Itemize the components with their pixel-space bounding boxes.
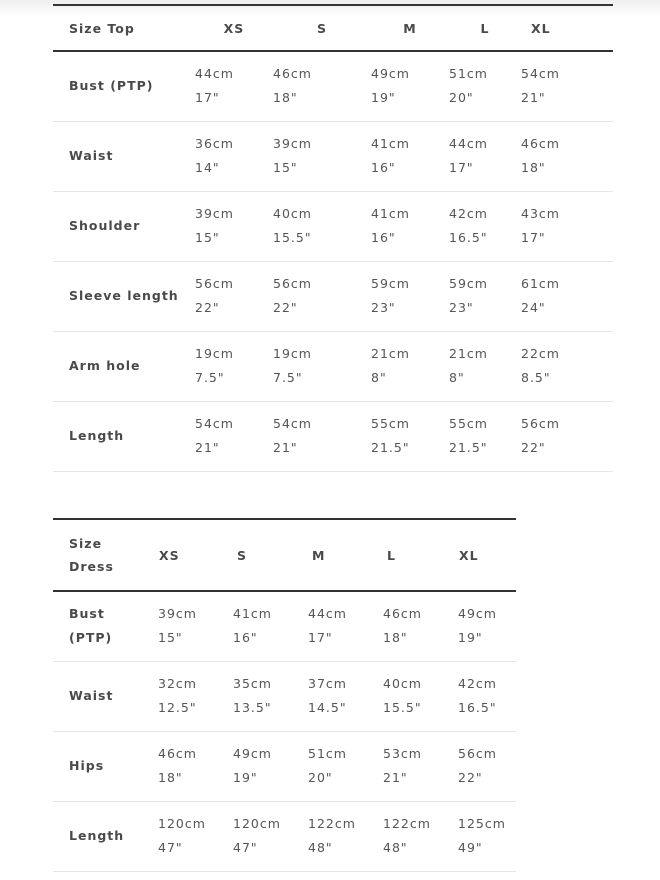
measurement-cell: 55cm 21.5" <box>449 416 488 455</box>
measurement-cell: 42cm 16.5" <box>449 206 488 245</box>
measurement-cell: 56cm 22" <box>273 276 312 315</box>
measurement-cell: 46cm 18" <box>521 136 560 175</box>
measurement-cell: 35cm 13.5" <box>233 676 272 715</box>
table-row <box>53 261 613 331</box>
size-column-header: L <box>387 547 396 563</box>
size-column-header: XS <box>159 547 180 563</box>
measurement-cell: 61cm 24" <box>521 276 560 315</box>
measurement-cell: 41cm 16" <box>371 136 410 175</box>
table-row <box>53 661 516 731</box>
measurement-label: Bust (PTP) <box>69 78 154 94</box>
measurement-cell: 56cm 22" <box>521 416 560 455</box>
size-column-header: M <box>312 547 326 563</box>
measurement-label: Length <box>69 828 125 843</box>
measurement-cell: 125cm 49" <box>458 816 506 855</box>
measurement-label: Arm hole <box>69 358 141 373</box>
table-row <box>53 731 516 801</box>
measurement-cell: 19cm 7.5" <box>273 346 312 385</box>
table-row <box>53 51 613 121</box>
size-column-header: M <box>403 20 417 36</box>
size-column-header: L <box>480 20 490 36</box>
size-dress-table-container <box>53 518 516 872</box>
table-header-row <box>53 519 516 591</box>
table-row <box>53 191 613 261</box>
table-row <box>53 401 613 471</box>
measurement-label: Waist <box>69 148 114 163</box>
size-column-header: XL <box>531 20 551 36</box>
measurement-cell: 37cm 14.5" <box>308 676 347 715</box>
measurement-cell: 56cm 22" <box>195 276 234 315</box>
measurement-label: Waist <box>69 688 114 703</box>
measurement-cell: 59cm 23" <box>371 276 410 315</box>
size-column-header: XS <box>223 20 245 36</box>
measurement-cell: 32cm 12.5" <box>158 676 197 715</box>
measurement-cell: 55cm 21.5" <box>371 416 410 455</box>
size-column-header: S <box>316 20 327 36</box>
measurement-cell: 39cm 15" <box>158 606 197 646</box>
measurement-cell: 122cm 48" <box>308 816 356 855</box>
measurement-cell: 22cm 8.5" <box>521 346 560 385</box>
measurement-cell: 39cm 15" <box>195 206 234 245</box>
measurement-cell: 56cm 22" <box>458 746 497 785</box>
measurement-cell: 49cm 19" <box>371 66 410 106</box>
size-top-header: Size Top <box>69 20 135 36</box>
measurement-cell: 40cm 15.5" <box>273 206 312 245</box>
measurement-label: Length <box>69 428 125 443</box>
measurement-cell: 39cm 15" <box>273 136 312 175</box>
table-row <box>53 331 613 401</box>
table-row <box>53 121 613 191</box>
size-dress-table <box>53 518 516 872</box>
measurement-cell: 41cm 16" <box>233 606 272 646</box>
measurement-cell: 36cm 14" <box>195 136 234 175</box>
measurement-cell: 44cm 17" <box>449 136 488 175</box>
measurement-cell: 54cm 21" <box>521 66 560 106</box>
size-top-table <box>53 4 613 472</box>
measurement-cell: 51cm 20" <box>308 746 347 785</box>
measurement-cell: 49cm 19" <box>458 606 497 646</box>
measurement-cell: 41cm 16" <box>371 206 410 245</box>
measurement-cell: 44cm 17" <box>308 606 347 646</box>
size-column-header: S <box>237 547 248 563</box>
measurement-cell: 54cm 21" <box>195 416 234 455</box>
measurement-cell: 40cm 15.5" <box>383 676 422 715</box>
measurement-cell: 46cm 18" <box>273 66 312 106</box>
measurement-cell: 122cm 48" <box>383 816 431 855</box>
measurement-cell: 120cm 47" <box>233 816 281 855</box>
measurement-cell: 46cm 18" <box>158 746 197 785</box>
measurement-cell: 44cm 17" <box>195 66 234 106</box>
measurement-cell: 42cm 16.5" <box>458 676 497 715</box>
measurement-label: Hips <box>69 758 105 773</box>
measurement-cell: 19cm 7.5" <box>195 346 234 385</box>
measurement-cell: 21cm 8" <box>371 346 410 385</box>
measurement-cell: 59cm 23" <box>449 276 488 315</box>
size-column-header: XL <box>459 547 479 563</box>
table-header-row <box>53 5 613 51</box>
measurement-label: Bust (PTP) <box>69 606 113 646</box>
size-dress-header: Size Dress <box>69 536 114 574</box>
measurement-cell: 51cm 20" <box>449 66 488 106</box>
measurement-cell: 53cm 21" <box>383 746 422 785</box>
measurement-label: Sleeve length <box>69 288 179 303</box>
table-row <box>53 801 516 871</box>
measurement-cell: 54cm 21" <box>273 416 312 455</box>
measurement-cell: 120cm 47" <box>158 816 206 855</box>
measurement-label: Shoulder <box>69 218 141 233</box>
measurement-cell: 49cm 19" <box>233 746 272 785</box>
table-row <box>53 591 516 661</box>
measurement-cell: 46cm 18" <box>383 606 422 646</box>
measurement-cell: 43cm 17" <box>521 206 560 245</box>
measurement-cell: 21cm 8" <box>449 346 488 385</box>
size-top-table-container[interactable] <box>53 4 560 472</box>
